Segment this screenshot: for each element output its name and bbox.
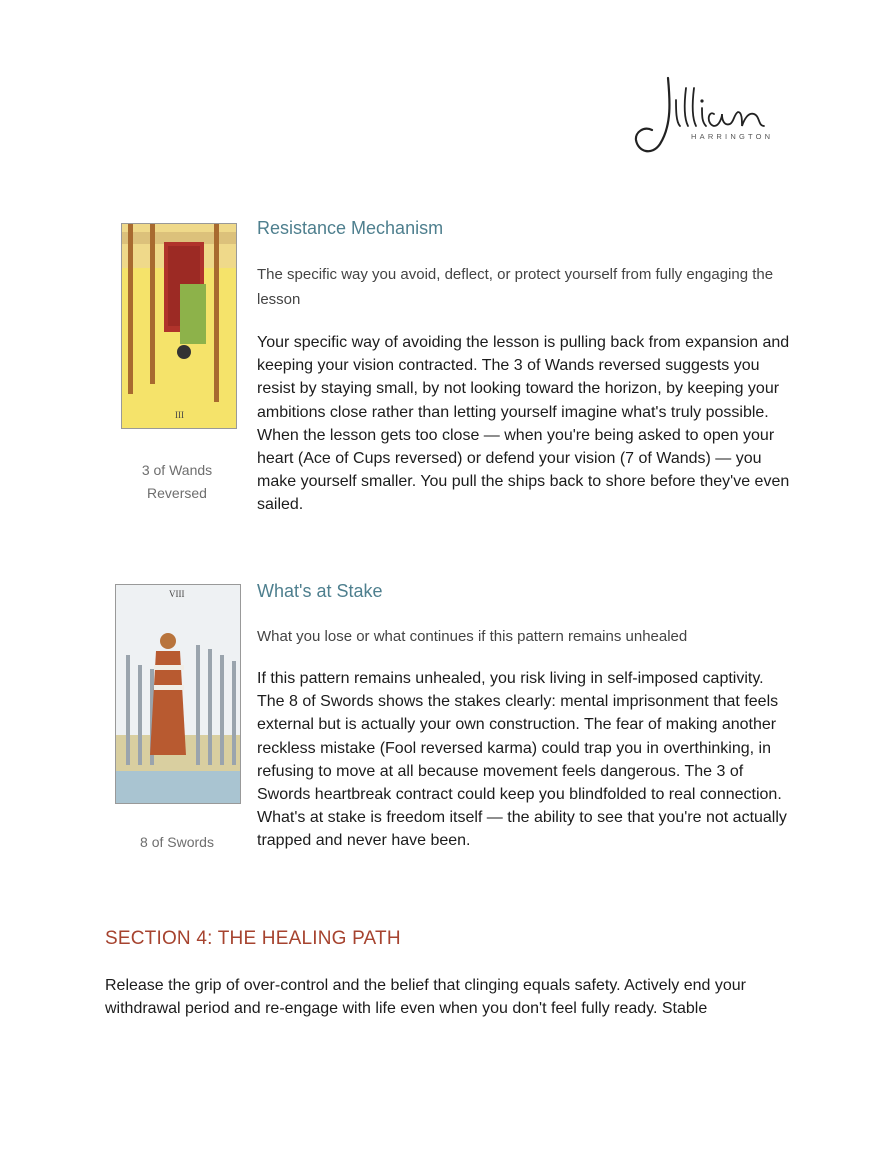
whats-at-stake-heading: What's at Stake xyxy=(257,581,383,601)
section-4-title: SECTION 4: THE HEALING PATH xyxy=(105,928,401,949)
logo-subtitle: HARRINGTON xyxy=(691,132,774,141)
resistance-mechanism-heading: Resistance Mechanism xyxy=(257,218,444,238)
logo-signature-icon xyxy=(630,70,790,160)
caption-line-1: 3 of Wands xyxy=(141,462,213,478)
three-of-wands-card-image xyxy=(121,223,237,429)
eight-of-swords-numeral: VIII xyxy=(169,589,185,599)
whats-at-stake-subtitle: What you lose or what continues if this pattern remains unhealed xyxy=(257,628,688,645)
three-of-wands-numeral: III xyxy=(175,410,184,420)
resistance-mechanism-subtitle: The specific way you avoid, deflect, or protect yourself from fully engaging the lesson xyxy=(257,266,774,308)
eight-of-swords-caption: 8 of Swords xyxy=(140,834,214,850)
caption-line-2: Reversed xyxy=(147,485,207,501)
whats-at-stake-body: If this pattern remains unhealed, you risk living in self-imposed captivity. The 8 of Swords shows the stakes clearly: mental imprisonment that feels external but is actually your own construction. The fear of making another reckless mistake (Fool reversed karma) could trap you in overthinking, in refusing to move at all because movement feels dangerous. The 3 of Swords heartbreak contract could keep you blindfolded to real connection. What's at stake is freedom itself — the ability to see that you're not actually trapped and never have been. xyxy=(257,670,787,850)
resistance-mechanism-body: Your specific way of avoiding the lesson is pulling back from expansion and keeping your vision contracted. The 3 of Wands reversed suggests you resist by staying small, by not looking toward the horizon, by keeping your ambitions close rather than letting yourself imagine what's truly possible. When the lesson gets too close — when you're being asked to open your heart (Ace of Cups reversed) or defend your vision (7 of Wands) — you make yourself smaller. You pull the ships back to shore before they've even sailed. xyxy=(257,334,790,514)
section-4-body: Release the grip of over-control and the belief that clinging equals safety. Actively end your withdrawal period and re-engage with life even when you don't feel fully ready. Stable xyxy=(105,977,746,1018)
three-of-wands-caption xyxy=(121,459,233,505)
eight-of-swords-card-image xyxy=(115,584,241,804)
jillian-harrington-logo xyxy=(630,70,790,160)
